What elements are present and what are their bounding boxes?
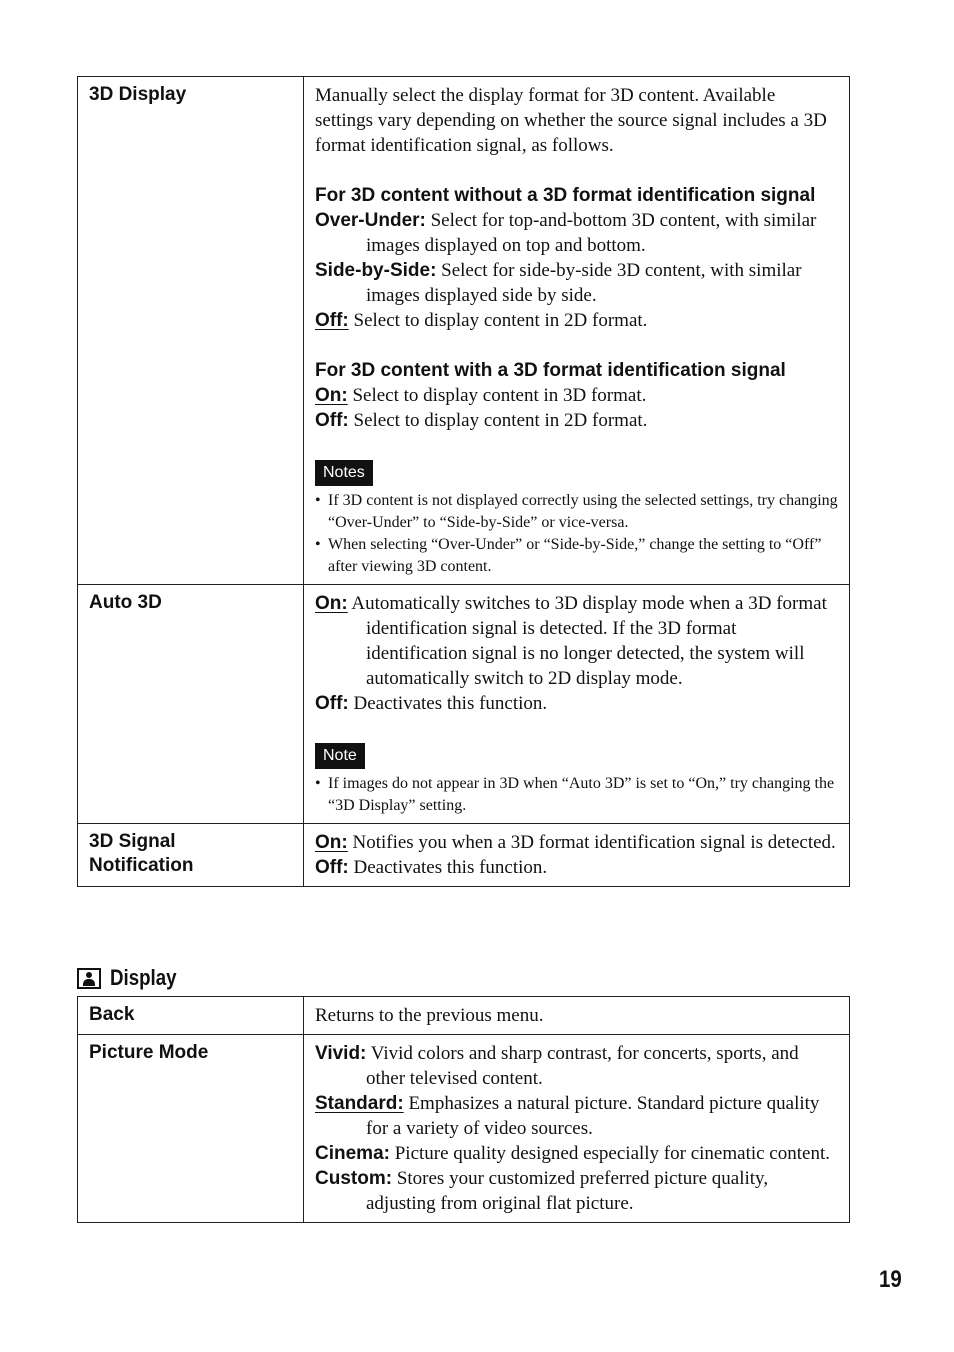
option-term: Cinema: xyxy=(315,1143,390,1164)
option-item xyxy=(315,308,838,333)
option-text: Automatically switches to 3D display mode when a 3D format identification signal is detected. If the 3D format identification signal is no longer detected, the system will automatically switch to 2D display mode. xyxy=(347,593,827,689)
option-item xyxy=(315,855,838,880)
option-text: Select to display content in 2D format. xyxy=(348,410,648,431)
note-item: • If 3D content is not displayed correctly using the selected settings, try changing “Over-Under” to “Side-by-Side” or vice-versa. xyxy=(315,492,838,531)
option-term-default: On: xyxy=(315,593,348,614)
setting-description: Returns to the previous menu. xyxy=(304,997,850,1035)
table-row xyxy=(78,997,850,1035)
option-text: Select to display content in 2D format. xyxy=(348,310,648,331)
notes-badge: Notes xyxy=(315,460,373,486)
option-item xyxy=(315,258,838,308)
table-row xyxy=(78,1035,850,1223)
option-text: Select for side-by-side 3D content, with similar images displayed side by side. xyxy=(366,260,802,306)
option-text: Stores your customized preferred picture quality, adjusting from original flat picture. xyxy=(366,1168,769,1214)
option-text: Deactivates this function. xyxy=(348,693,548,714)
table-row xyxy=(78,585,850,824)
setting-label: Picture Mode xyxy=(78,1035,304,1223)
setting-description xyxy=(304,585,850,824)
note-text: If images do not appear in 3D when “Auto 3D” is set to “On,” try changing the “3D Display” setting. xyxy=(328,775,835,814)
section-heading xyxy=(77,964,188,992)
setting-label-line: 3D Signal xyxy=(89,831,176,852)
option-item xyxy=(315,1141,838,1166)
section-title: Display xyxy=(110,965,177,990)
option-item xyxy=(315,1166,838,1216)
notes-list xyxy=(315,773,838,817)
option-item xyxy=(315,1041,838,1091)
option-term: Off: xyxy=(315,857,349,878)
subheading: For 3D content without a 3D format identification signal xyxy=(315,185,816,206)
option-item xyxy=(315,691,838,716)
option-text: Select to display content in 3D format. xyxy=(347,385,647,406)
description-text: Manually select the display format for 3D content. Available settings vary depending on whether the source signal includes a 3D format identification signal, as follows. xyxy=(315,85,827,156)
option-term: Off: xyxy=(315,693,349,714)
subheading: For 3D content with a 3D format identification signal xyxy=(315,360,786,381)
display-person-icon xyxy=(77,968,101,989)
option-item xyxy=(315,1091,838,1141)
note-text: When selecting “Over-Under” or “Side-by-Side,” change the setting to “Off” after viewing 3D content. xyxy=(328,536,822,575)
page-number: 19 xyxy=(879,1266,902,1293)
table-row xyxy=(78,824,850,887)
setting-label xyxy=(78,824,304,887)
option-item xyxy=(315,830,838,855)
option-text: Notifies you when a 3D format identification signal is detected. xyxy=(347,832,836,853)
option-text: Vivid colors and sharp contrast, for concerts, sports, and other televised content. xyxy=(366,1043,799,1089)
option-text: Select for top-and-bottom 3D content, with similar images displayed on top and bottom. xyxy=(366,210,817,256)
setting-description xyxy=(304,1035,850,1223)
option-item xyxy=(315,408,838,433)
setting-label-line: Notification xyxy=(89,855,194,876)
option-term: Side-by-Side: xyxy=(315,260,437,281)
notes-list xyxy=(315,490,838,578)
option-term: Custom: xyxy=(315,1168,393,1189)
setting-label: Auto 3D xyxy=(78,585,304,824)
setting-label: Back xyxy=(78,997,304,1035)
option-term-default: On: xyxy=(315,385,348,406)
settings-table-display xyxy=(77,996,850,1223)
settings-table-3d xyxy=(77,76,850,887)
note-item: • When selecting “Over-Under” or “Side-by-Side,” change the setting to “Off” after viewing 3D content. xyxy=(315,536,822,575)
option-item xyxy=(315,591,838,691)
option-term: Over-Under: xyxy=(315,210,426,231)
option-term-default: On: xyxy=(315,832,348,853)
note-badge: Note xyxy=(315,743,365,769)
table-row xyxy=(78,77,850,585)
option-item xyxy=(315,208,838,258)
setting-label: 3D Display xyxy=(78,77,304,585)
option-term: Off: xyxy=(315,410,349,431)
option-term: Vivid: xyxy=(315,1043,367,1064)
setting-description xyxy=(304,824,850,887)
option-item xyxy=(315,383,838,408)
option-text: Picture quality designed especially for cinematic content. xyxy=(389,1143,830,1164)
option-term-default: Off: xyxy=(315,310,349,331)
note-item: • If images do not appear in 3D when “Auto 3D” is set to “On,” try changing the “3D Display” setting. xyxy=(315,775,835,814)
option-text: Emphasizes a natural picture. Standard picture quality for a variety of video sources. xyxy=(366,1093,820,1139)
note-text: If 3D content is not displayed correctly using the selected settings, try changing “Over-Under” to “Side-by-Side” or vice-versa. xyxy=(328,492,838,531)
setting-description xyxy=(304,77,850,585)
option-term-default: Standard: xyxy=(315,1093,404,1114)
option-text: Deactivates this function. xyxy=(348,857,548,878)
